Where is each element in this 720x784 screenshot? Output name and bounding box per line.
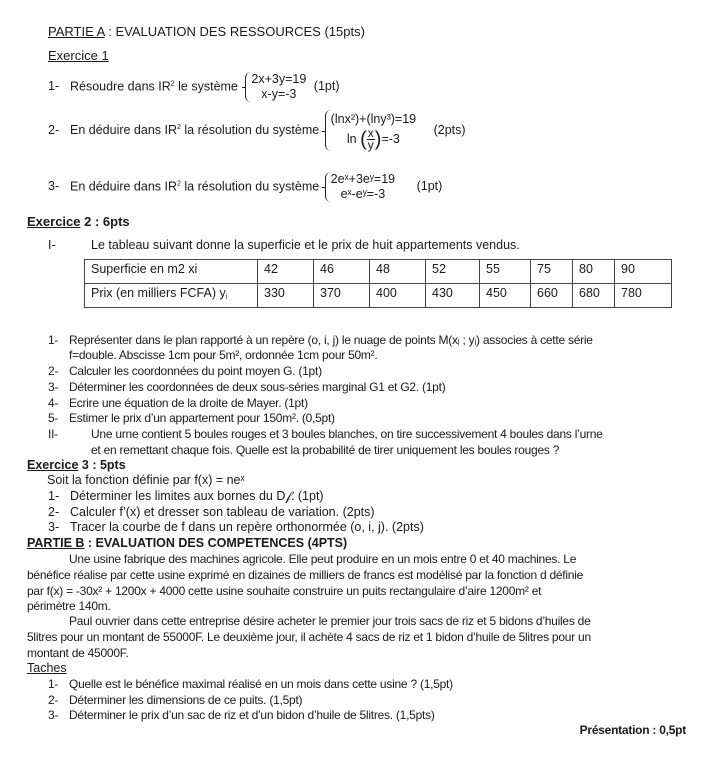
partie-b-heading [27,536,347,550]
exercice-label: Exercice [27,214,81,229]
tache-text: Déterminer le prix d’un sac de riz et d’un bidon d’huile de 5litres. (1,5pts) [69,708,435,722]
table-cell: 660 [531,284,573,308]
exercice-label: Exercice [27,458,79,472]
fraction [367,128,375,151]
question-text-2: la résolution du système [180,179,320,194]
table-cell: 330 [258,284,314,308]
superscript: 2 [170,80,175,88]
exercice2-question-4 [48,396,308,410]
question-text: Estimer le prix d’un appartement pour 150m². (0,5pt) [69,411,335,425]
exercice2-question-5 [48,411,335,425]
superscript: 2 [177,123,181,131]
exercice1-question-1 [48,72,339,102]
question-number: 3- [48,380,59,394]
tache-number: 3- [48,708,59,722]
equation-line: 2eˣ+3eʸ=19 [330,172,396,186]
paren-open: ( [360,128,367,151]
exercice2-title [27,214,130,229]
exercice-points: 3 : 5pts [78,458,126,472]
partie-b-para1-line2: bénéfice réalise par cette usine exprimé en dizaines de milliers de francs est modélisé par la fonction d définie [27,568,584,582]
table-cell: 55 [480,260,531,284]
numerator: x [367,126,374,140]
brace-icon [325,172,331,202]
table-cell: 48 [370,260,426,284]
question-number: 2- [48,505,60,519]
exercice2-question-2 [48,364,322,378]
table-cell: 52 [426,260,480,284]
presentation-points: Présentation : 0,5pt [579,723,686,737]
taches-title: Taches [27,661,67,675]
points: (1pt) [416,179,443,194]
question-number: 1- [48,79,60,94]
exercice3-question-1 [48,489,324,504]
question-text: Résoudre dans IR [70,79,171,94]
exercice2-part1 [48,238,520,252]
equation-system [325,110,416,151]
question-number: 5- [48,411,59,425]
paren-close: ) [374,128,382,151]
part-text: Le tableau suivant donne la superficie et le prix de huit appartements vendus. [91,238,520,252]
ln-label: ln [346,131,357,146]
exercice2-question-1 [48,333,593,347]
exercice1-title: Exercice 1 [48,48,109,63]
equation-system [325,172,395,202]
tache-number: 1- [48,677,59,691]
points: (2pts) [433,122,466,137]
row-label: Prix (en milliers FCFA) y [91,286,226,300]
question-number: 3- [48,520,60,534]
table-cell: 370 [314,284,370,308]
part-text: Une urne contient 5 boules rouges et 3 boules blanches, on tire successivement 4 boules dans l’urne [91,427,603,441]
tache-3 [48,708,435,722]
exercice1-question-3 [48,172,442,202]
exercice2-question-1-cont: f=double. Abscisse 1cm pour 5m², ordonnée 1cm pour 50m². [69,348,378,362]
question-number: 1- [48,489,60,503]
exercice1-question-2 [48,110,466,151]
denominator: y [367,138,374,152]
question-number: 2- [48,122,60,137]
table-cell: 46 [314,260,370,284]
partie-b-para2-line1: Paul ouvrier dans cette entreprise désire acheter le premier jour trois sacs de riz et 5 bidons d’huiles de [69,614,591,628]
question-text: Tracer la courbe de f dans un repère orthonormée (o, i, j). (2pts) [70,520,424,534]
question-number: 4- [48,396,59,410]
subscript: i [225,294,228,301]
equation-line [331,128,416,151]
table-cell: 75 [531,260,573,284]
table-cell: 780 [615,284,672,308]
brace-icon [325,110,331,151]
exercice3-intro: Soit la fonction définie par f(x) = neˣ [47,473,245,487]
question-text: Ecrire une équation de la droite de Mayer. (1pt) [69,396,308,410]
question-text: Déterminer les coordonnées de deux sous-séries marginal G1 et G2. (1pt) [69,380,446,394]
tache-number: 2- [48,693,59,707]
equation-rhs: =-3 [381,131,400,146]
tache-2 [48,693,302,707]
table-row [85,260,672,284]
question-text: En déduire dans IR [70,122,178,137]
question-number: 1- [48,333,59,347]
points: (1pt) [313,79,340,94]
partie-b-para2-line2: 5litres pour un montant de 55000F. Le deuxième jour, il achète 4 sacs de riz et 1 bidon d’huile de 5litres pour un [27,630,591,644]
question-text: Déterminer les limites aux bornes du D𝒻. (1pt) [70,489,324,503]
superscript: 2 [177,180,181,188]
exercice2-part2-cont: et en remettant chaque fois. Quelle est la probabilité de tirer uniquement les boules rouges ? [91,443,560,457]
question-text-2: la résolution du système [180,122,320,137]
brace-icon [245,72,251,102]
partie-b-para1-line4: périmètre 140m. [27,599,111,613]
table-cell: 430 [426,284,480,308]
equation-system [245,72,306,102]
equation-line: (lnx²)+(lny³)=19 [330,112,417,126]
table-cell: 680 [573,284,615,308]
partie-a-heading [48,24,365,39]
table-header-cell [85,284,258,308]
equation-line: x-y=-3 [261,87,297,101]
part-number: II- [48,427,58,441]
table-cell: 400 [370,284,426,308]
equation-line: 2x+3y=19 [251,72,307,86]
exercice3-question-3 [48,520,424,534]
partie-b-title: : EVALUATION DES COMPETENCES (4PTS) [84,536,348,550]
table-header-cell: Superficie en m2 xi [85,260,258,284]
partie-a-label: PARTIE A [48,24,105,39]
question-text: Représenter dans le plan rapporté à un repère (o, i, j) le nuage de points M(xᵢ ; yᵢ) associes à cette série [69,333,593,347]
table-row [85,284,672,308]
part-number: I- [48,238,56,252]
data-table [84,259,672,308]
tache-text: Déterminer les dimensions de ce puits. (1,5pt) [69,693,303,707]
exercice-points: 2 : 6pts [80,214,130,229]
partie-b-para1-line3: par f(x) = -30x² + 1200x + 4000 cette usine souhaite construire un puits rectangulaire d’aire 1200m² et [27,584,542,598]
table-cell: 42 [258,260,314,284]
question-text: Calculer les coordonnées du point moyen G. (1pt) [69,364,322,378]
table-cell: 90 [615,260,672,284]
question-text-2: le système [174,79,238,94]
partie-b-para1-line1: Une usine fabrique des machines agricole. Elle peut produire en un mois entre 0 et 40 machines. Le [69,552,577,566]
question-number: 2- [48,364,59,378]
exercice2-question-3 [48,380,445,394]
question-text: Calculer f’(x) et dresser son tableau de variation. (2pts) [70,505,375,519]
partie-b-label: PARTIE B [27,536,85,550]
tache-text: Quelle est le bénéfice maximal réalisé en un mois dans cette usine ? (1,5pt) [69,677,453,691]
tache-1 [48,677,453,691]
partie-a-title: : EVALUATION DES RESSOURCES (15pts) [104,24,365,39]
question-number: 3- [48,179,60,194]
exercice3-question-2 [48,505,375,519]
exercice2-part2 [48,427,603,441]
exercice3-title [27,458,126,472]
question-text: En déduire dans IR [70,179,178,194]
partie-b-para2-line3: montant de 45000F. [27,646,129,660]
table-cell: 450 [480,284,531,308]
equation-line: eˣ-eʸ=-3 [340,187,386,201]
table-cell: 80 [573,260,615,284]
